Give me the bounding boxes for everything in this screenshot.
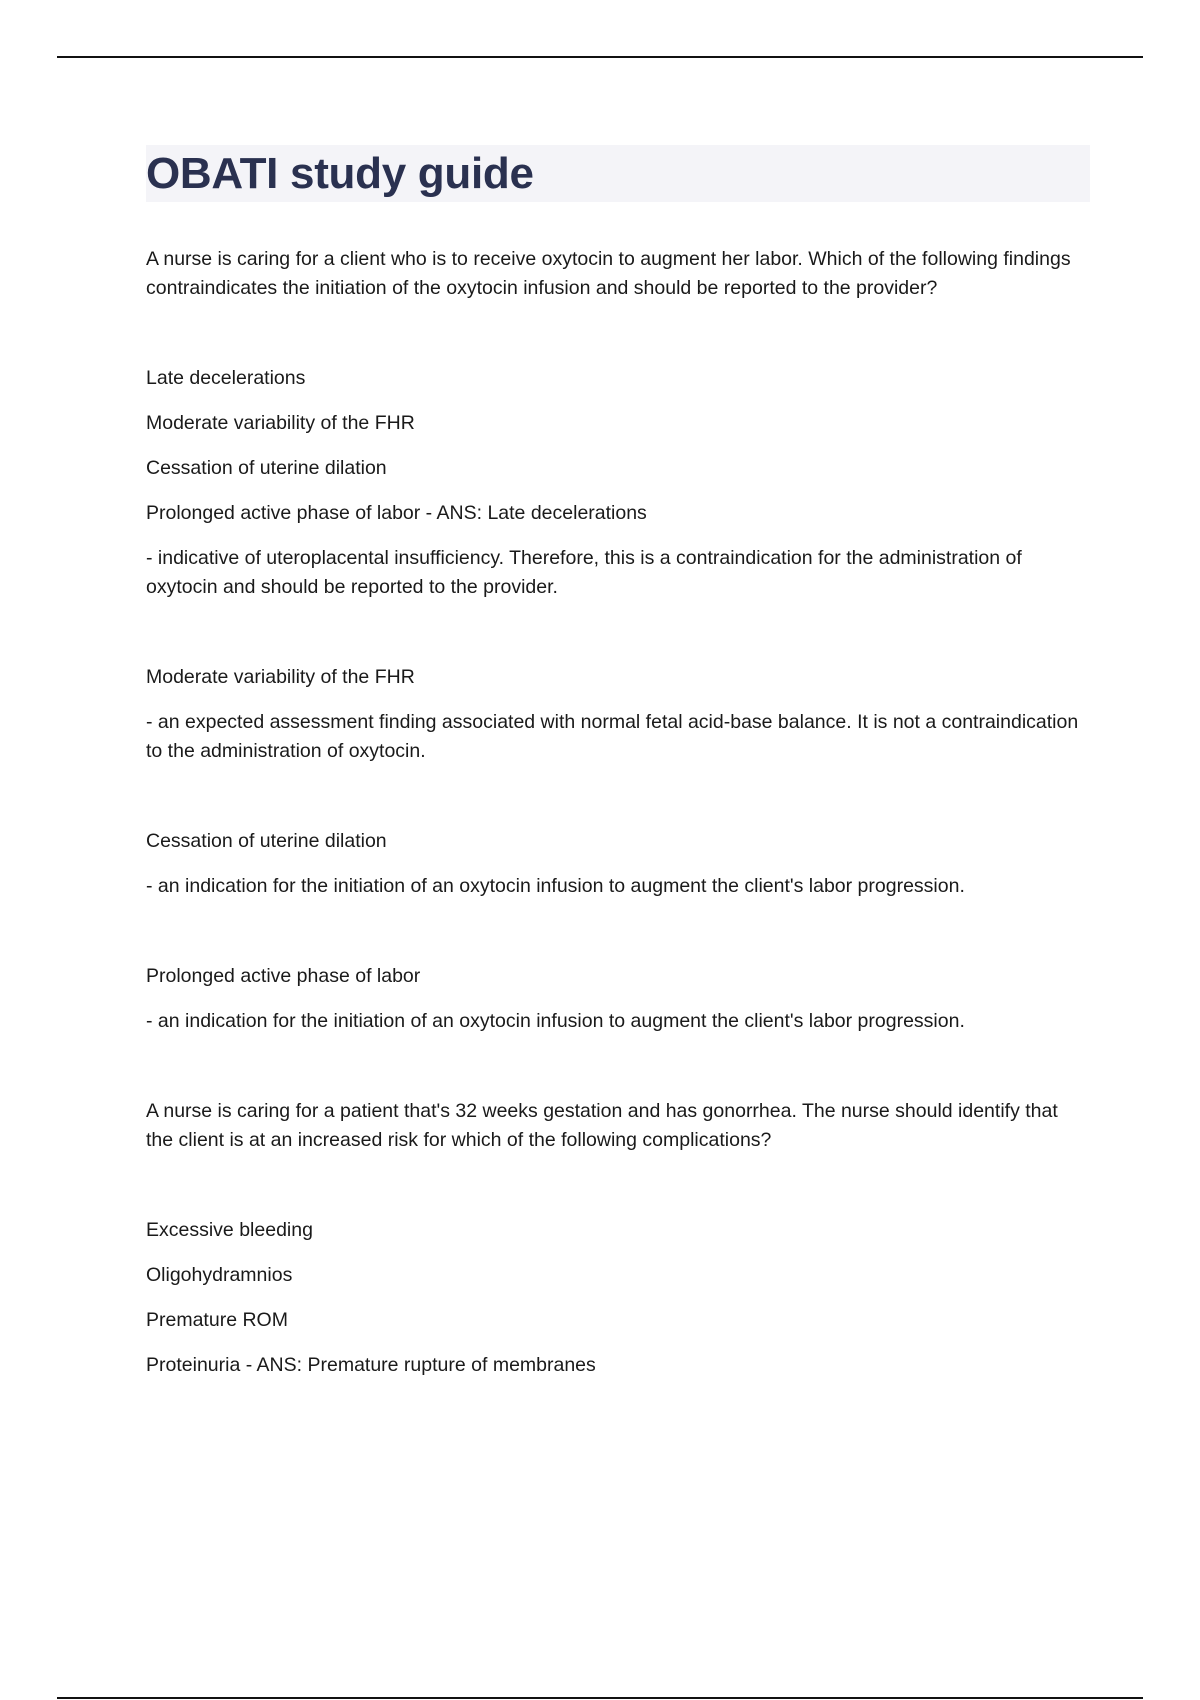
question-1-rationale-d: - an indication for the initiation of an oxytocin infusion to augment the client's labor progression.	[146, 1010, 965, 1032]
question-1-stem: A nurse is caring for a client who is to receive oxytocin to augment her labor. Which of the following findings contraindicates the initiation of the oxytocin infusion and should be reported to the provider?	[146, 248, 1071, 299]
bottom-rule	[57, 1697, 1143, 1699]
question-1-option-c: Cessation of uterine dilation	[146, 457, 387, 479]
question-2-option-d-answer: Proteinuria - ANS: Premature rupture of membranes	[146, 1354, 596, 1376]
question-1-option-d-answer: Prolonged active phase of labor - ANS: Late decelerations	[146, 502, 647, 524]
question-2-option-a: Excessive bleeding	[146, 1219, 313, 1241]
question-1-option-c-heading: Cessation of uterine dilation	[146, 830, 387, 852]
question-2-option-b: Oligohydramnios	[146, 1264, 293, 1286]
page-title: OBATI study guide	[146, 149, 534, 198]
question-1-rationale-b: - an expected assessment finding associated with normal fetal acid-base balance. It is not a contraindication to the administration of oxytocin.	[146, 711, 1079, 762]
question-1-option-b-heading: Moderate variability of the FHR	[146, 666, 415, 688]
document-body	[146, 245, 1086, 1380]
question-1-rationale-a: - indicative of uteroplacental insufficiency. Therefore, this is a contraindication for the administration of oxytocin and should be reported to the provider.	[146, 547, 1022, 598]
question-2-stem: A nurse is caring for a patient that's 32 weeks gestation and has gonorrhea. The nurse should identify that the client is at an increased risk for which of the following complications?	[146, 1100, 1058, 1151]
question-1-rationale-c: - an indication for the initiation of an oxytocin infusion to augment the client's labor progression.	[146, 875, 965, 897]
top-rule	[57, 56, 1143, 58]
question-1-option-d-heading: Prolonged active phase of labor	[146, 965, 421, 987]
question-1-option-b: Moderate variability of the FHR	[146, 412, 415, 434]
question-1-option-a: Late decelerations	[146, 367, 306, 389]
question-2-option-c: Premature ROM	[146, 1309, 288, 1331]
